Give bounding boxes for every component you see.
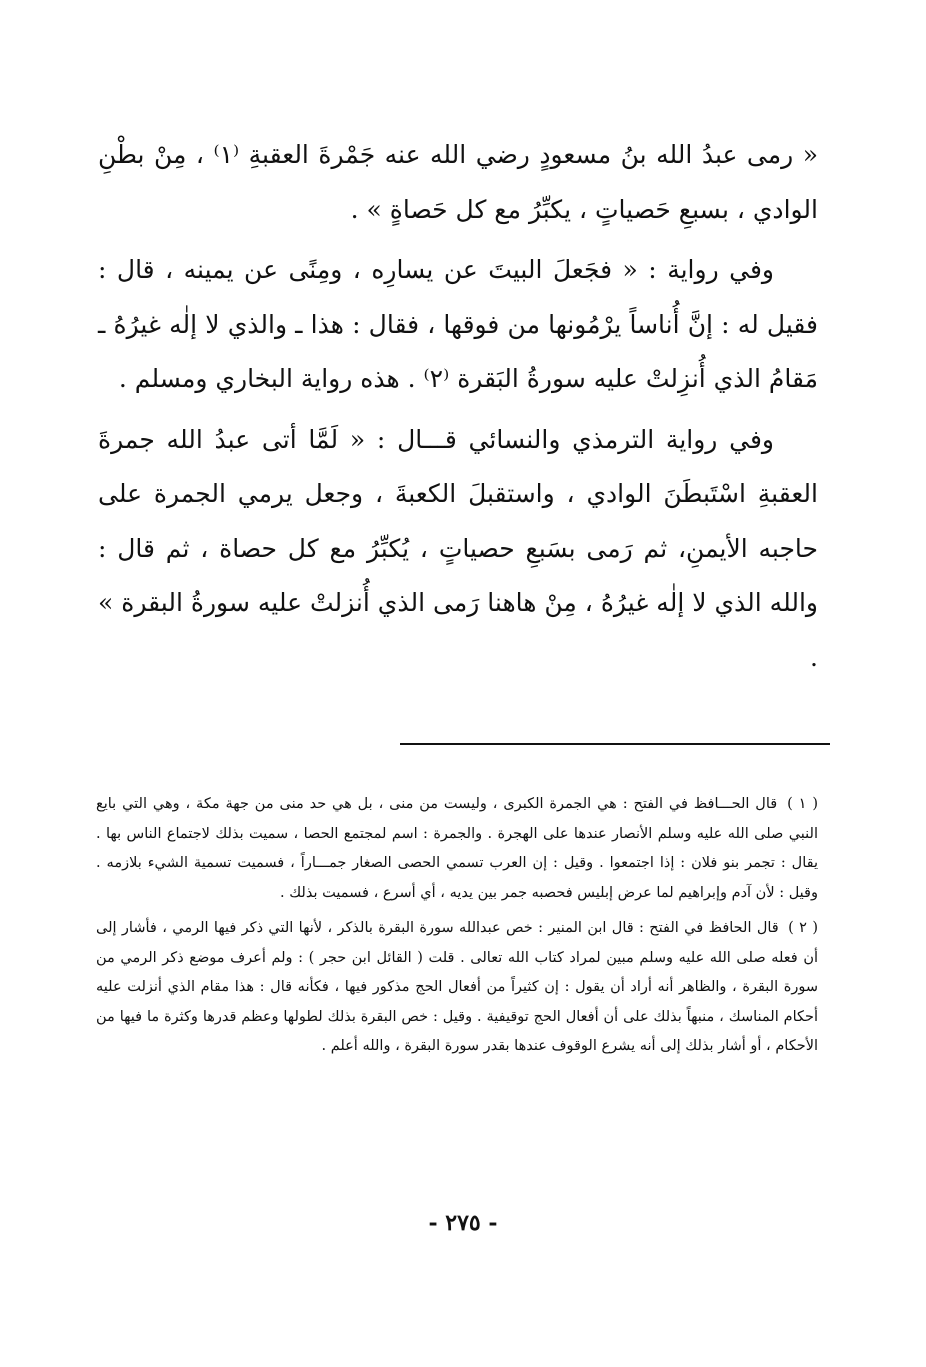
footnote-text: قال الحـــافظ في الفتح : هي الجمرة الكبرى ، وليست من منى ، بل هي حد منى من جهة مكة ، وهي التي بايع النبي صلى الله عليه وسلم الأنصار عندها على الهجرة . والجمرة : اسم لمجتمع الحصا ، سميت بذلك لاجتماع الناس بها . يقال : تجمر بنو فلان : إذا اجتمعوا . وقيل : إن العرب تسمي الحصى الصغار جمـــاراً ، فسميت تسمية الشيء بلازمه . وقيل : لأن آدم وإبراهيم لما عرض إبليس فحصبه جمر بين يديه ، أي أسرع ، فسميت بذلك . [96,796,818,901]
footnote-2 [96,914,818,1062]
paragraph-3 [98,413,818,686]
footnotes [96,790,818,1062]
paragraph-2 [98,243,818,407]
paragraph-3-text: وفي رواية الترمذي والنسائي قـــال : « لَمَّا أتى عبدُ الله جمرةَ العقبةِ اسْتَبطَنَ الوادي ، واستقبلَ الكعبةَ ، وجعل يرمي الجمرة على حاجبه الأيمنِ، ثم رَمى بسَبعِ حصياتٍ ، يُكبِّرُ مع كل حصاة ، ثم قال : والله الذي لا إلٰه غيرُهُ ، مِنْ هاهنا رَمى الذي أُنزلتْ عليه سورةُ البقرة » . [98,424,818,672]
paragraph-1: « رمى عبدُ الله بنُ مسعودٍ رضي الله عنه جَمْرةَ العقبةِ ⁽١⁾ ، مِنْ بطْنِ الوادي ، بسبعِ حَصياتٍ ، يكبِّرُ مع كل حَصاةٍ » . [98,140,819,224]
footnote-number: ( ١ ) [787,796,818,812]
main-text [98,128,818,685]
footnote-text: قال الحافظ في الفتح : قال ابن المنير : خص عبدالله سورة البقرة بالذكر ، لأنها التي ذكر فيها الرمي ، فأشار إلى أن فعله صلى الله عليه وسلم مبين لمراد كتاب الله تعالى . قلت ( القائل ابن حجر ) : ولم أعرف موضع ذكر الرمي من سورة البقرة ، والظاهر أنه أراد أن يقول : إن كثيراً من أفعال الحج مذكور فيها ، فكأنه قال : هذا مقام الذي أنزلت عليه أحكام المناسك ، منبهاً بذلك على أن أفعال الحج توقيفية . وقيل : خص البقرة بذلك لطولها وعظم قدرها وكثرة ما فيها من الأحكام ، أو أشار بذلك إلى أنه يشرع الوقوف عندها بقدر سورة البقرة ، والله أعلم . [96,920,819,1054]
paragraph-2-text: وفي رواية : « فجَعلَ البيتَ عن يسارِه ، ومِنًى عن يمينه ، قال : فقيل له : إنَّ أُناساً يرْمُونها من فوقها ، فقال : هذا ـ والذي لا إلٰه غيرُهُ ـ مَقامُ الذي أُنزِلتْ عليه سورةُ البَقرة ⁽٢⁾ . هذه رواية البخاري ومسلم . [98,255,818,393]
footnote-number: ( ٢ ) [788,920,818,936]
footnote-1 [96,790,818,908]
footnote-divider [400,743,830,745]
page-number: - ٢٧٥ - [428,1210,498,1236]
